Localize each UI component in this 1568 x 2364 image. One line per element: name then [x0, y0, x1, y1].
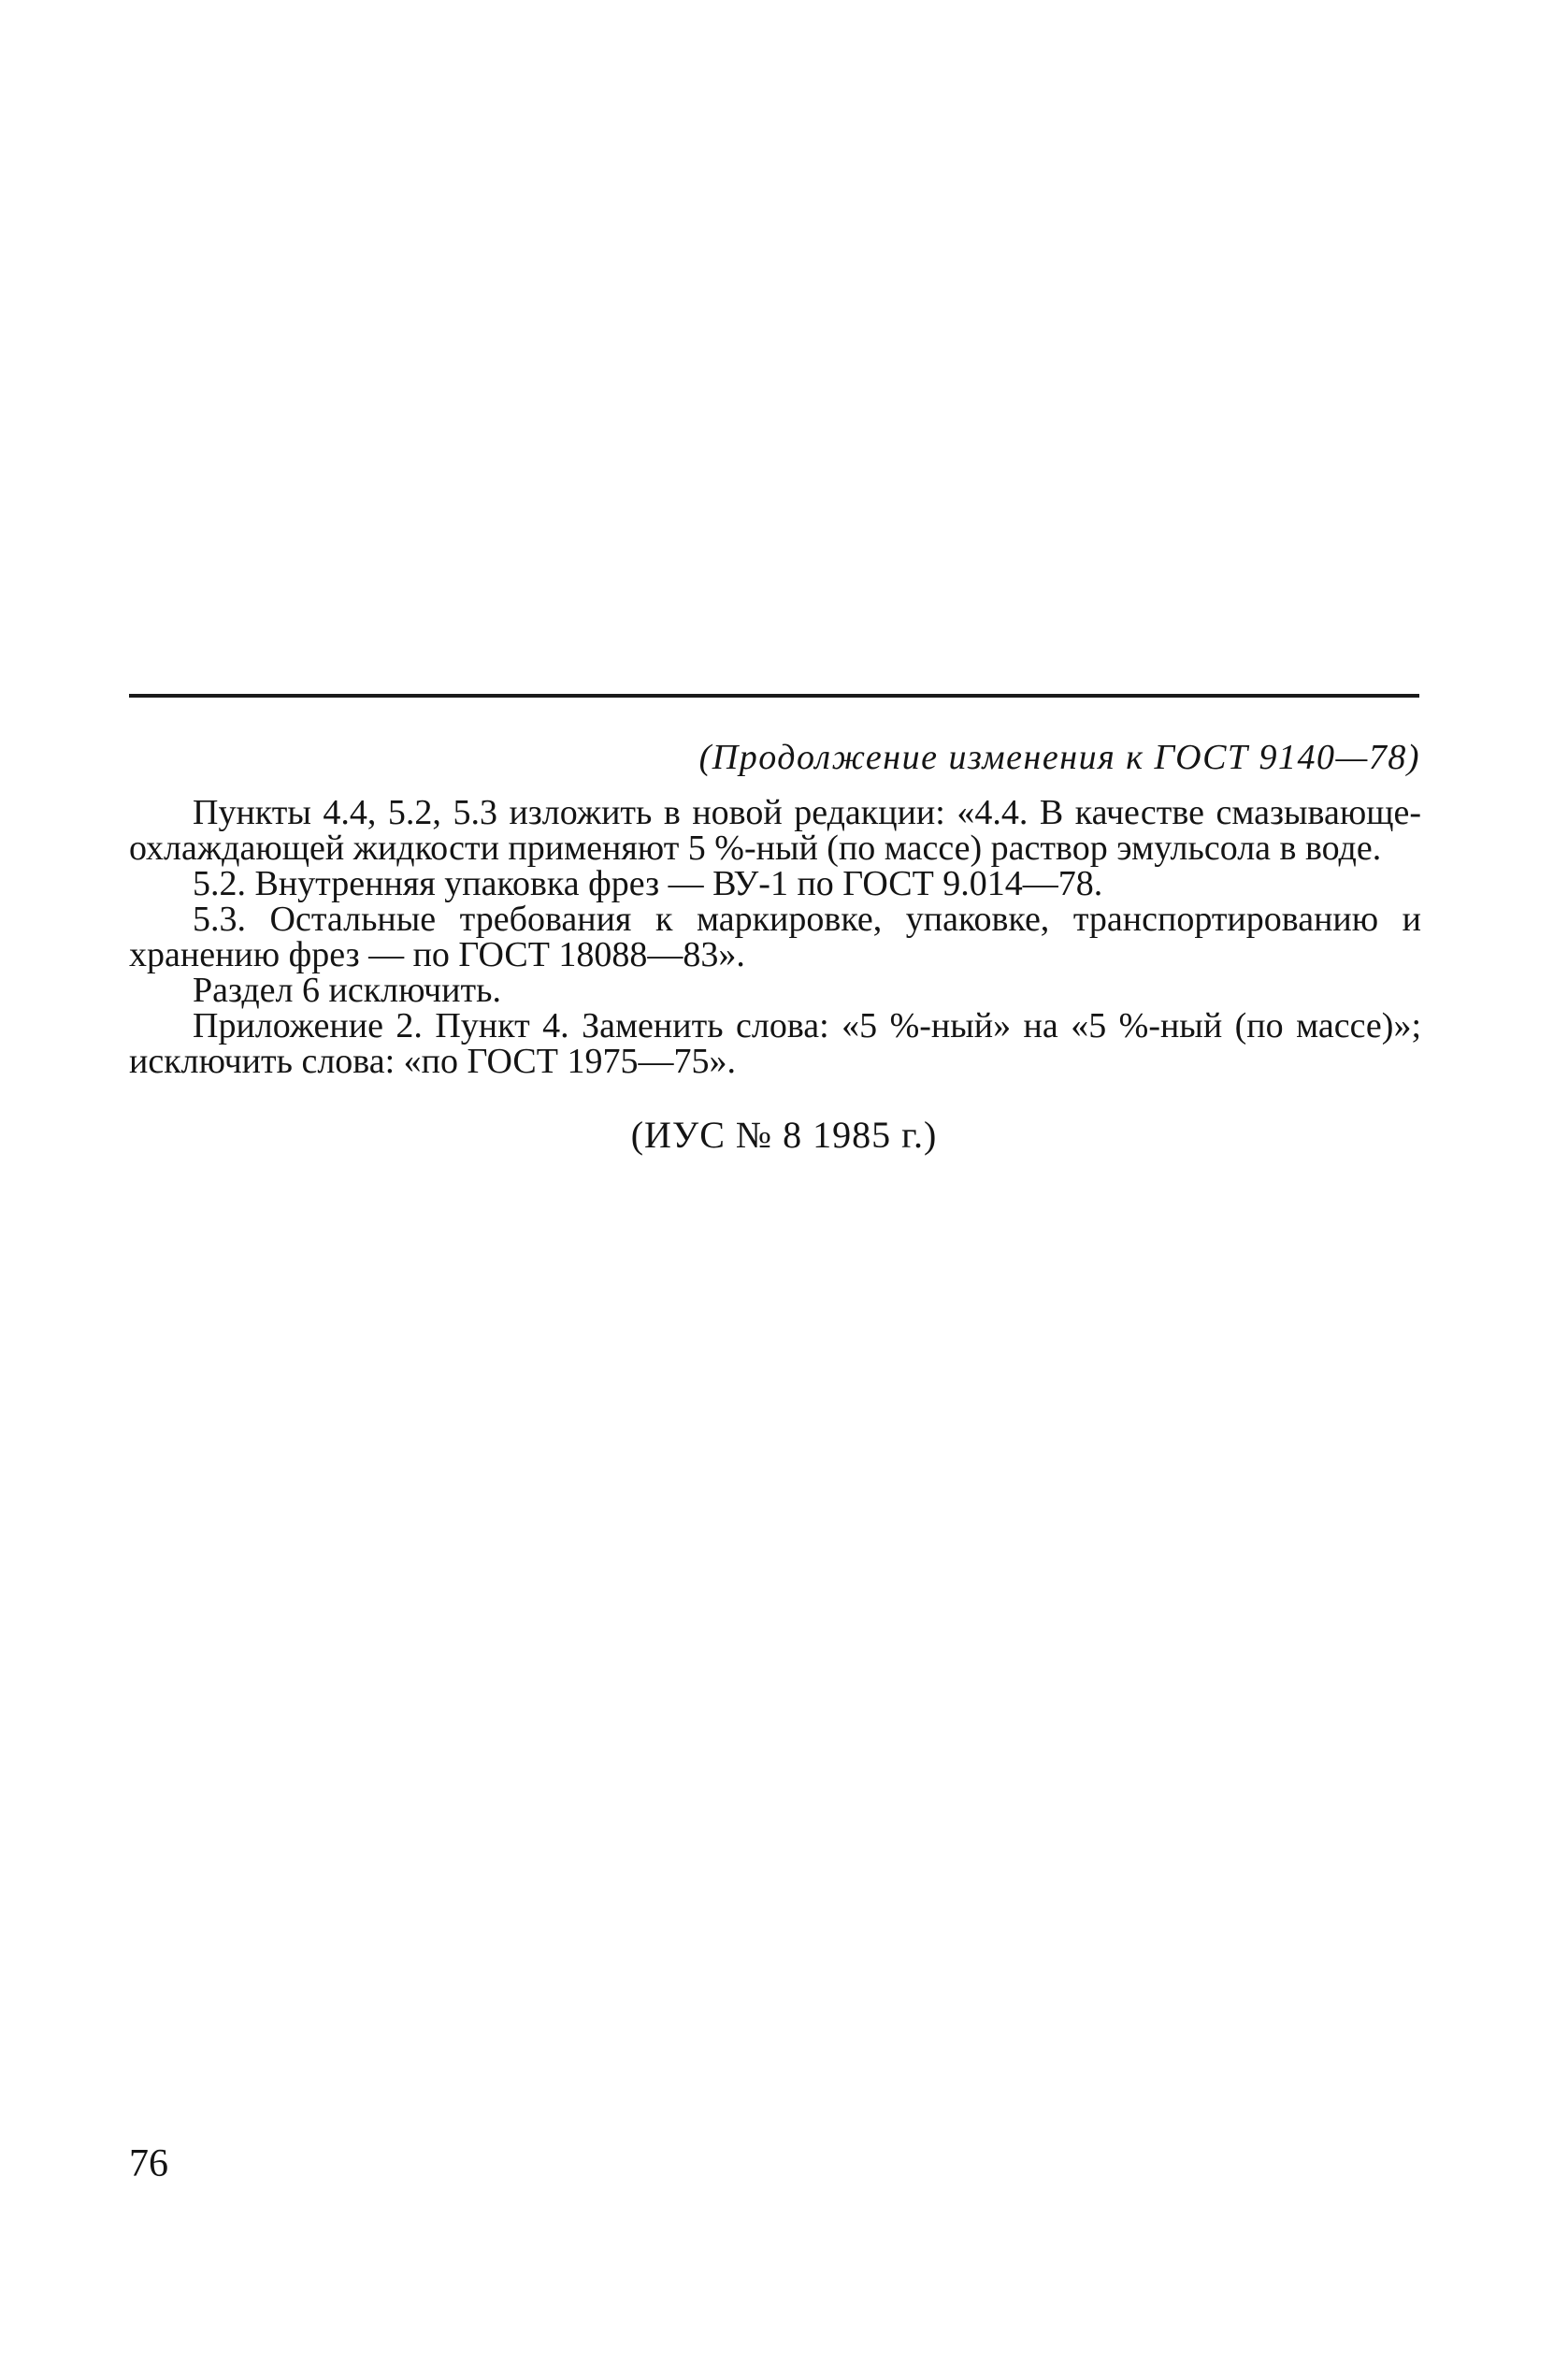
paragraph-item-5-3: 5.3. Остальные требования к маркировке, упаковке, транспортированию и хранению фрез — по ГОСТ 18088—83». [129, 900, 1421, 974]
paragraph-items-4-4-5-2-5-3: Пункты 4.4, 5.2, 5.3 изложить в новой редакции: «4.4. В качестве смазывающе-охлаждающей жидкости применяют 5 %-ный (по массе) раствор эмульсола в воде. [129, 793, 1421, 868]
page-number: 76 [129, 2142, 168, 2185]
paragraph-appendix-2: Приложение 2. Пункт 4. Заменить слова: «5 %-ный» на «5 %-ный (по массе)»; исключить слова: «по ГОСТ 1975—75». [129, 1006, 1421, 1081]
issue-reference: (ИУС № 8 1985 г.) [630, 1114, 938, 1156]
header-rule [129, 694, 1419, 698]
amendment-text [129, 795, 1421, 1079]
paragraph-item-5-2: 5.2. Внутренняя упаковка фрез — ВУ-1 по ГОСТ 9.014—78. [193, 864, 1103, 903]
continuation-heading: (Продолжение изменения к ГОСТ 9140—78) [698, 738, 1420, 777]
paragraph-section-6: Раздел 6 исключить. [193, 971, 501, 1010]
